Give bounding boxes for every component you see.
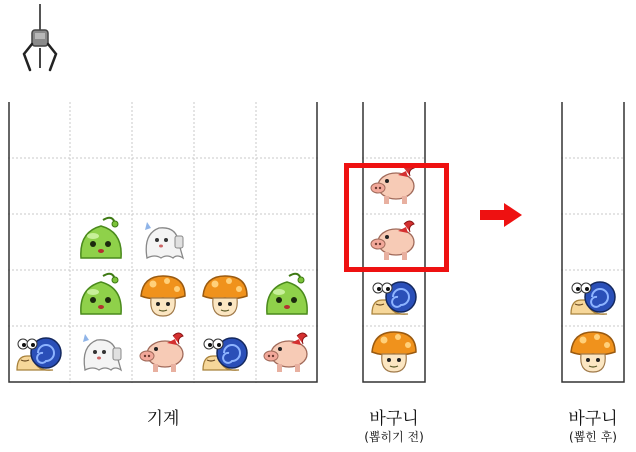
- basket-before-sublabel: (뽑히기 전): [364, 430, 424, 444]
- mushroom-icon: [137, 270, 189, 326]
- snail-icon: [368, 270, 420, 326]
- board-cell: [70, 270, 131, 326]
- basket-cell: [363, 270, 424, 326]
- basket-after-label: 바구니: [568, 409, 618, 429]
- ghost-icon: [137, 214, 189, 270]
- claw-icon: [18, 4, 62, 76]
- slime-icon: [75, 270, 127, 326]
- arrow-right-icon: [480, 203, 522, 227]
- board-cell: [194, 270, 255, 326]
- snail-icon: [199, 326, 251, 382]
- basket-cell: [562, 326, 623, 382]
- snail-icon: [567, 270, 619, 326]
- mushroom-icon: [368, 326, 420, 382]
- basket-after-sublabel: (뽑힌 후): [569, 430, 617, 444]
- board-cell: [8, 326, 69, 382]
- mushroom-icon: [567, 326, 619, 382]
- snail-icon: [13, 326, 65, 382]
- ghost-icon: [75, 326, 127, 382]
- pig-icon: [137, 326, 189, 382]
- board-cell: [132, 214, 193, 270]
- basket-before-label: 바구니: [369, 409, 419, 429]
- machine-board: [8, 102, 318, 383]
- board-cell: [70, 214, 131, 270]
- machine-label: 기계: [146, 409, 180, 429]
- basket-cell: [363, 326, 424, 382]
- board-cell: [194, 326, 255, 382]
- basket-cell: [562, 270, 623, 326]
- board-cell: [256, 326, 317, 382]
- slime-icon: [261, 270, 313, 326]
- slime-icon: [75, 214, 127, 270]
- mushroom-icon: [199, 270, 251, 326]
- pig-icon: [261, 326, 313, 382]
- highlight-box: [344, 163, 449, 272]
- board-cell: [132, 326, 193, 382]
- basket-after: [561, 102, 625, 383]
- board-cell: [256, 270, 317, 326]
- board-cell: [70, 326, 131, 382]
- board-cell: [132, 270, 193, 326]
